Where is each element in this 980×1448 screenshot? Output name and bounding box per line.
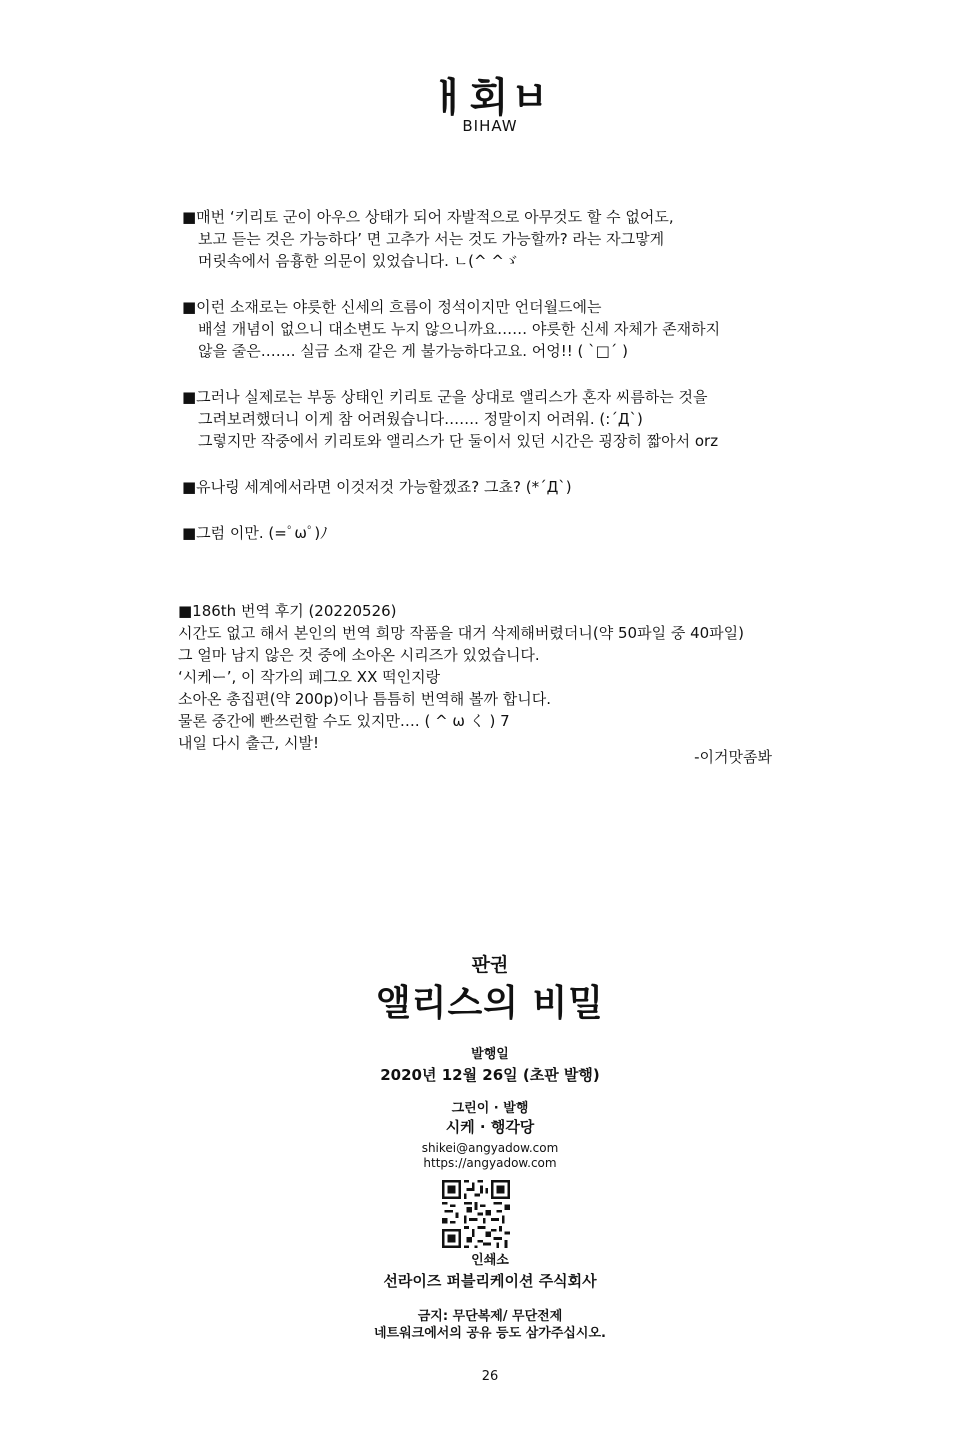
text-line: 그려보려했더니 이게 참 어려웠습니다……. 정말이지 어려워. (:´Д`) xyxy=(198,410,643,428)
text-line: 보고 듣는 것은 가능하다’ 면 고추가 서는 것도 가능할까? 라는 자그맣게 xyxy=(198,230,665,248)
text-line: 머릿속에서 음흉한 의문이 있었습니다. ㄴ(^ ^ゞ xyxy=(198,252,519,270)
text-line: 물론 중간에 빤쓰런할 수도 있지만…. ( ^ ω く ) 7 xyxy=(178,712,510,730)
text-line: 소아온 총집편(약 200p)이나 틈틈히 번역해 볼까 합니다. xyxy=(178,690,552,708)
date-label: 발행일 xyxy=(471,1047,509,1062)
text-line: 그렇지만 작중에서 키리토와 앨리스가 단 둘이서 있던 시간은 굉장히 짧아서 orz xyxy=(198,432,719,450)
author-name: BIHAW xyxy=(462,117,518,135)
book-title: 앨리스의 비밀 xyxy=(375,983,605,1024)
text-line: ■186th 번역 후기 (20220526) xyxy=(178,602,397,620)
afterword-paragraph xyxy=(182,206,822,272)
text-line: 시간도 없고 해서 본인의 번역 희망 작품을 대거 삭제해버렸더니(약 50파일 중 40파일) xyxy=(178,624,745,642)
text-line: ■이런 소재로는 야릇한 신세의 흐름이 정석이지만 언더월드에는 xyxy=(182,298,602,316)
text-line: ‘시케ー’, 이 작가의 페그오 XX 떡인지랑 xyxy=(178,668,441,686)
printer-label: 인쇄소 xyxy=(471,1253,509,1268)
text-line: ■유나링 세계에서라면 이것저것 가능할겠죠? 그쵸? (*´Д`) xyxy=(182,478,572,496)
text-line: ■그럼 이만. (=ﾟωﾟ)ﾉ xyxy=(182,524,328,542)
translator-note xyxy=(178,600,818,754)
afterword-section xyxy=(182,206,822,568)
page-number: 26 xyxy=(481,1369,499,1384)
text-line: ■그러나 실제로는 부동 상태인 키리토 군을 상대로 앨리스가 혼자 씨름하는 것을 xyxy=(182,388,708,406)
copyright-warning: 금지: 무단복제/ 무단전제 xyxy=(417,1309,563,1324)
printer-name: 선라이즈 퍼블리케이션 주식회사 xyxy=(383,1272,597,1290)
author-label: 그린이 · 발행 xyxy=(451,1101,529,1116)
afterword-paragraph xyxy=(182,522,822,544)
author-publisher: 시케 · 행각당 xyxy=(445,1118,535,1136)
text-line: 그 얼마 남지 않은 것 중에 소아온 시리즈가 있었습니다. xyxy=(178,646,540,664)
colophon-heading: 판권 xyxy=(471,954,509,976)
afterword-paragraph xyxy=(182,386,822,452)
afterword-paragraph xyxy=(182,296,822,362)
text-line: 않을 줄은……. 실금 소재 같은 게 불가능하다고요. 어엉!! ( `□´ ) xyxy=(198,342,628,360)
text-line: 내일 다시 출근, 시발! xyxy=(178,734,320,752)
afterword-paragraph xyxy=(182,476,822,498)
contact-email: shikei@angyadow.com xyxy=(421,1141,559,1155)
sharing-warning: 네트워크에서의 공유 등도 삼가주십시오. xyxy=(373,1326,606,1341)
author-logo: ㅐ회ㅂ xyxy=(429,75,551,121)
text-line: ■매번 ‘키리토 군이 아우으 상태가 되어 자발적으로 아무것도 할 수 없어도, xyxy=(182,208,674,226)
publish-date: 2020년 12월 26일 (초판 발행) xyxy=(380,1066,600,1084)
translator-signature: -이거맛좀봐 xyxy=(694,748,772,766)
website-url: https://angyadow.com xyxy=(423,1156,557,1170)
qr-code-icon xyxy=(442,1180,510,1248)
text-line: 배설 개념이 없으니 대소변도 누지 않으니까요…… 야릇한 신세 자체가 존재하지 xyxy=(198,320,721,338)
